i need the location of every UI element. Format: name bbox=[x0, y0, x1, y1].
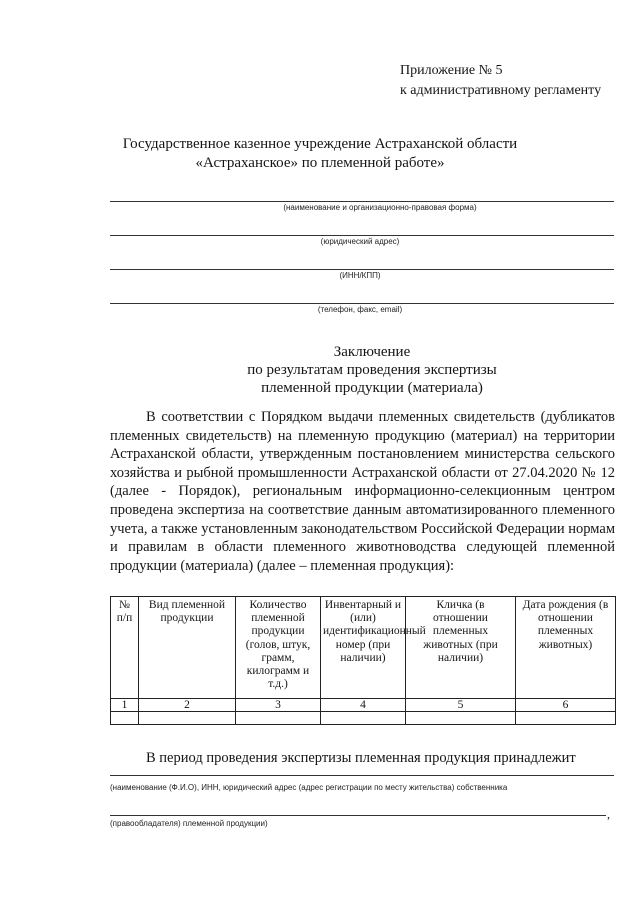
col-header-product-type: Вид племенной продукции bbox=[139, 597, 236, 699]
owner-line-2 bbox=[110, 815, 606, 816]
appendix-number: Приложение № 5 bbox=[400, 63, 503, 78]
table-row bbox=[111, 712, 616, 725]
col-number-5: 5 bbox=[406, 699, 516, 712]
col-number-2: 2 bbox=[139, 699, 236, 712]
col-header-nickname: Кличка (в отношении племенных животных (при наличии) bbox=[406, 597, 516, 699]
table-cell[interactable] bbox=[236, 712, 321, 725]
table-header-row bbox=[111, 597, 616, 699]
owner-line bbox=[110, 775, 614, 776]
col-header-inventory-number: Инвентарный и (или) идентификационный номер (при наличии) bbox=[321, 597, 406, 699]
name-form-caption: (наименование и организационно-правовая форма) bbox=[283, 203, 477, 212]
inn-kpp-line bbox=[110, 269, 614, 270]
ownership-statement bbox=[110, 749, 615, 767]
table-cell[interactable] bbox=[406, 712, 516, 725]
col-number-3: 3 bbox=[236, 699, 321, 712]
legal-address-caption: (юридический адрес) bbox=[320, 237, 400, 246]
col-number-6: 6 bbox=[516, 699, 616, 712]
conclusion-subtitle: по результатам проведения экспертизы bbox=[247, 362, 497, 378]
owner-comma: , bbox=[607, 807, 610, 821]
col-header-quantity: Количество племенной продукции (голов, штук, грамм, килограмм и т.д.) bbox=[236, 597, 321, 699]
contacts-line bbox=[110, 303, 614, 304]
table-cell[interactable] bbox=[111, 712, 139, 725]
inn-kpp-caption: (ИНН/КПП) bbox=[339, 271, 381, 280]
contacts-caption: (телефон, факс, email) bbox=[317, 305, 403, 314]
col-header-birth-date: Дата рождения (в отношении племенных животных) bbox=[516, 597, 616, 699]
table-numbering-row bbox=[111, 699, 616, 712]
conclusion-title: Заключение bbox=[333, 344, 411, 360]
table-cell[interactable] bbox=[321, 712, 406, 725]
organization-name-cont: «Астраханское» по племенной работе» bbox=[195, 155, 445, 171]
appendix-regulation: к административному регламенту bbox=[400, 83, 602, 98]
table-cell[interactable] bbox=[516, 712, 616, 725]
owner-caption-2: (правообладателя) племенной продукции) bbox=[110, 819, 268, 828]
breeding-products-table bbox=[110, 596, 616, 725]
conclusion-paragraph: В соответствии с Порядком выдачи племенных свидетельств (дубликатов племенных свидетельств) на племенную продукцию (материал) на территории Астраханской области, утвержденным постановлением министерства сельского хозяйства и рыбной промышленности Астраханской области от 27.04.2020 № 12 (далее - Порядок), региональным информационно-селекционным центром проведена экспертиза на соответствие данным автоматизированного племенного учета, а также установленным законодательством Российской Федерации нормам и правилам в области племенного животноводства следующей племенной продукции (материала) (далее – племенная продукция): bbox=[110, 409, 615, 574]
owner-caption: (наименование (Ф.И.О), ИНН, юридический адрес (адрес регистрации по месту жительства) собственника bbox=[110, 783, 508, 792]
name-form-line bbox=[110, 201, 614, 202]
col-number-1: 1 bbox=[111, 699, 139, 712]
conclusion-subtitle-cont: племенной продукции (материала) bbox=[261, 380, 483, 396]
ownership-text: В период проведения экспертизы племенная продукция принадлежит bbox=[146, 750, 576, 766]
col-header-number: № п/п bbox=[111, 597, 139, 699]
col-number-4: 4 bbox=[321, 699, 406, 712]
table-cell[interactable] bbox=[139, 712, 236, 725]
conclusion-body bbox=[110, 408, 615, 575]
legal-address-line bbox=[110, 235, 614, 236]
organization-name: Государственное казенное учреждение Астраханской области bbox=[122, 136, 518, 152]
